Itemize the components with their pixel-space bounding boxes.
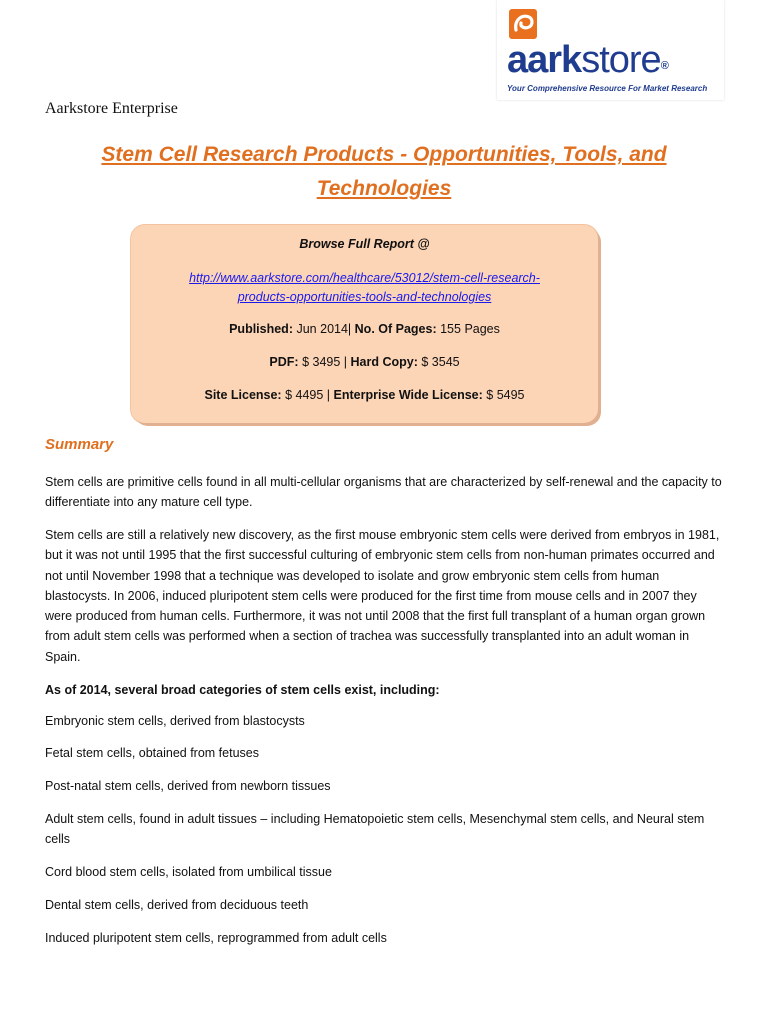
enterprise-license-label: Enterprise Wide License: [333, 388, 483, 402]
report-title[interactable]: Stem Cell Research Products - Opportunities, Tools, and Technologies [101, 143, 667, 200]
published-value: Jun 2014 [296, 322, 348, 336]
pages-value: 155 Pages [440, 322, 500, 336]
summary-paragraph-3: As of 2014, several broad categories of stem cells exist, including: [45, 683, 440, 697]
price-row: PDF: $ 3495 | Hard Copy: $ 3545 [269, 355, 460, 369]
list-item: Fetal stem cells, obtained from fetuses [45, 746, 259, 760]
list-item: Adult stem cells, found in adult tissues – including Hematopoietic stem cells, Mesenchymal stem cells, and Neural stem cells [45, 812, 705, 847]
list-item: Cord blood stem cells, isolated from umbilical tissue [45, 865, 332, 879]
list-item: Induced pluripotent stem cells, reprogrammed from adult cells [45, 931, 387, 945]
summary-heading: Summary [45, 436, 114, 453]
company-name: Aarkstore Enterprise [45, 100, 178, 117]
license-row: Site License: $ 4495 | Enterprise Wide License: $ 5495 [204, 388, 525, 402]
list-item: Post-natal stem cells, derived from newborn tissues [45, 779, 331, 793]
report-link-line2[interactable]: products-opportunities-tools-and-technologies [237, 290, 492, 304]
list-item: Embryonic stem cells, derived from blastocysts [45, 714, 305, 728]
hardcopy-value: $ 3545 [421, 355, 460, 369]
summary-paragraph-2: Stem cells are still a relatively new discovery, as the first mouse embryonic stem cells were derived from embryos in 1981, but it was not until 1995 that the first successful culturing of embryonic stem cells from non-human primates occurred and not until November 1998 that a technique was developed to isolate and grow embryonic stem cells from human blastocysts. In 2006, induced pluripotent stem cells were produced for the first time from mouse cells and in 2007 they were produced from human cells. Furthermore, it was not until 2008 that the first full transplant of a human organ grown from adult stem cells was performed when a section of trachea was successfully transplanted into an adult woman in Spain. [45, 528, 720, 664]
report-info-box [131, 225, 598, 423]
aarkstore-logo [497, 0, 724, 100]
list-item: Dental stem cells, derived from deciduous teeth [45, 898, 309, 912]
published-label: Published: [229, 322, 293, 336]
report-link-line1[interactable]: http://www.aarkstore.com/healthcare/53012/stem-cell-research- [189, 271, 540, 285]
published-row: Published: Jun 2014| No. Of Pages: 155 Pages [229, 322, 500, 336]
report-link[interactable] [131, 269, 598, 307]
pdf-value: $ 3495 [302, 355, 341, 369]
logo-wordmark: aarkstore® [507, 39, 668, 81]
logo-tagline: Your Comprehensive Resource For Market Research [507, 84, 708, 93]
browse-label: Browse Full Report @ [299, 237, 430, 251]
pdf-label: PDF: [269, 355, 299, 369]
site-license-label: Site License: [204, 388, 282, 402]
pages-label: No. Of Pages: [354, 322, 437, 336]
site-license-value: $ 4495 [285, 388, 324, 402]
aarkstore-mark-icon [508, 8, 538, 40]
enterprise-license-value: $ 5495 [486, 388, 525, 402]
hardcopy-label: Hard Copy: [350, 355, 418, 369]
summary-paragraph-1: Stem cells are primitive cells found in all multi-cellular organisms that are characterized by self-renewal and the capacity to differentiate into any mature cell type. [45, 475, 722, 510]
